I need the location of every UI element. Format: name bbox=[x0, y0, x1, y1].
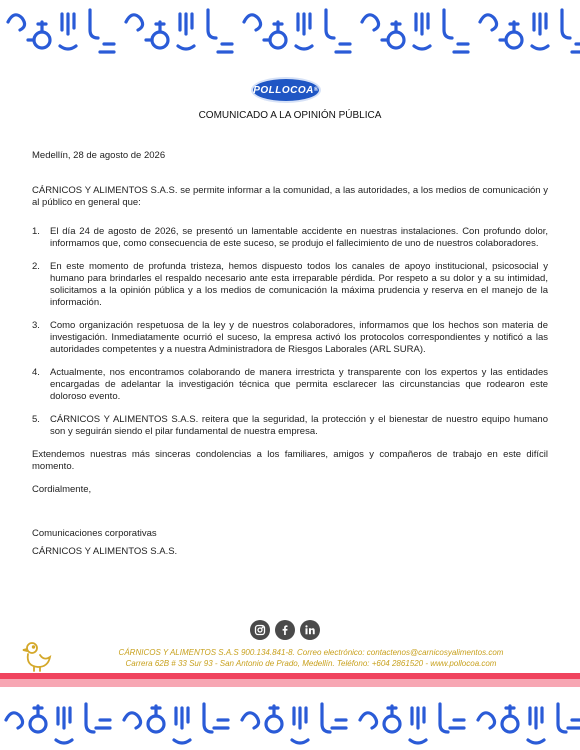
list-item-text: El día 24 de agosto de 2026, se presentó un lamentable accidente en nuestras instalaciones. Con profundo dolor, informamos que, como consecuencia de este suceso, se produjo el fallecimiento de uno de nuestros colaboradores. bbox=[50, 226, 548, 249]
footer-line-2: Carrera 62B # 33 Sur 93 - San Antonio de Prado, Medellín. Teléfono: +604 2861520 - www.pollocoa.com bbox=[125, 659, 497, 668]
intro-text: se permite informar a la comunidad, a las autoridades, a los medios de comunicación y al público en general que: bbox=[32, 185, 549, 208]
footer-line-1: CÁRNICOS Y ALIMENTOS S.A.S 900.134.841-8. Correo electrónico: contactenos@carnicosyalimentos.com bbox=[118, 648, 504, 657]
social-links bbox=[250, 620, 320, 640]
footer-contact bbox=[56, 647, 566, 669]
list-item-text: Como organización respetuosa de la ley y de nuestros colaboradores, informamos que los hechos son materia de investigación. Inmediatamente ocurrió el suceso, la empresa activó los protocolos correspondientes y notificó a las autoridades competentes y a nuestra Administradora de Riesgos Laborales (ARL SURA). bbox=[50, 320, 548, 355]
linkedin-icon[interactable] bbox=[300, 620, 320, 640]
list-item-text: En este momento de profunda tristeza, hemos dispuesto todos los canales de apoyo institucional, psicosocial y humano para brindarles el respaldo necesario ante esta irreparable pérdida. Por respeto a su dolor y a su intimidad, solicitamos a la opinión pública y a los medios de comunicación la máxima prudencia y reserva en el manejo de la información. bbox=[50, 261, 548, 308]
document-title: COMUNICADO A LA OPINIÓN PÚBLICA bbox=[198, 110, 382, 121]
list-item-text: CÁRNICOS Y ALIMENTOS S.A.S. reitera que la seguridad, la protección y el bienestar de nuestro equipo humano son y seguirán siendo el pilar fundamental de nuestra empresa. bbox=[50, 414, 548, 437]
top-decorative-pattern bbox=[0, 0, 580, 60]
list-item-number: 1. bbox=[32, 226, 40, 237]
signature-company: CÁRNICOS Y ALIMENTOS S.A.S. bbox=[32, 546, 178, 557]
letter-date: Medellín, 28 de agosto de 2026 bbox=[32, 150, 166, 161]
logo-text: POLLOCOA bbox=[253, 84, 314, 96]
pollocoa-logo bbox=[253, 79, 319, 101]
list-item bbox=[32, 226, 548, 250]
bottom-decorative-pattern bbox=[0, 690, 580, 750]
instagram-icon[interactable] bbox=[250, 620, 270, 640]
list-item bbox=[32, 414, 548, 438]
facebook-icon[interactable] bbox=[275, 620, 295, 640]
list-item bbox=[32, 261, 548, 309]
list-item bbox=[32, 320, 548, 356]
footer-stripe-pink bbox=[0, 679, 580, 687]
letter-body bbox=[32, 150, 548, 564]
list-item-number: 4. bbox=[32, 367, 40, 378]
statement-list bbox=[32, 226, 548, 438]
intro-company: CÁRNICOS Y ALIMENTOS S.A.S. bbox=[32, 185, 178, 196]
closing-paragraph: Extendemos nuestras más sinceras condolencias a los familiares, amigos y compañeros de trabajo en este difícil momento. bbox=[32, 449, 548, 472]
logo-registered-mark: ® bbox=[313, 87, 319, 93]
list-item-text: Actualmente, nos encontramos colaborando de manera irrestricta y transparente con los expertos y las entidades encargadas de adelantar la investigación técnica que permita esclarecer las circunstancias que rodearon este doloroso evento. bbox=[50, 367, 548, 402]
signature-department: Comunicaciones corporativas bbox=[32, 528, 157, 539]
regards-line: Cordialmente, bbox=[32, 484, 92, 495]
intro-paragraph bbox=[32, 185, 548, 209]
list-item-number: 3. bbox=[32, 320, 40, 331]
chick-mascot-icon bbox=[20, 640, 54, 677]
list-item-number: 2. bbox=[32, 261, 40, 272]
list-item-number: 5. bbox=[32, 414, 40, 425]
list-item bbox=[32, 367, 548, 403]
